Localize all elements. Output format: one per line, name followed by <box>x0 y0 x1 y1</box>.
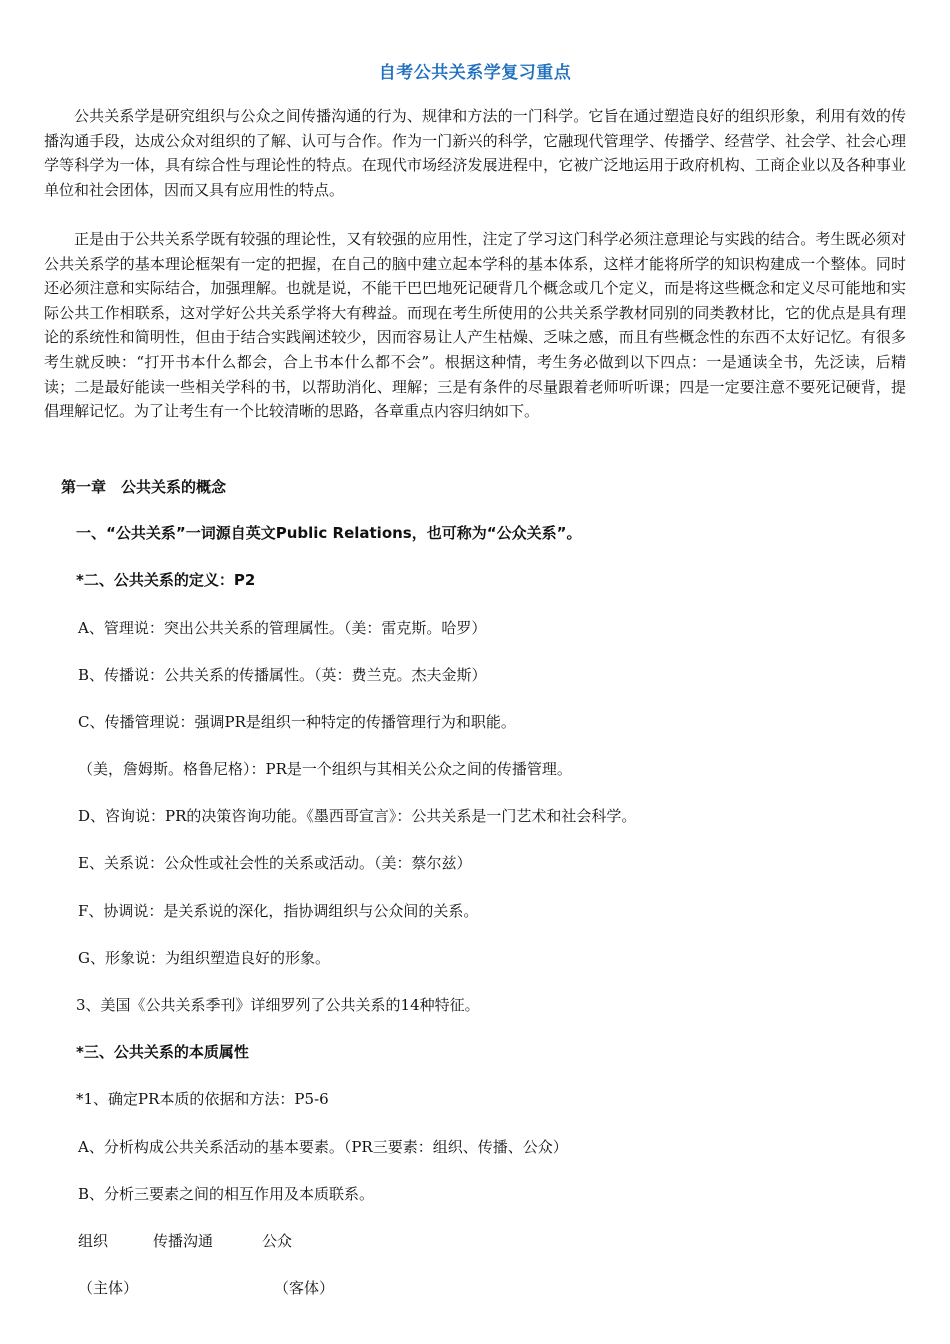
essence-method: *1、确定PR本质的依据和方法：P5-6 <box>76 1090 329 1108</box>
definition-item: （美，詹姆斯。格鲁尼格）：PR是一个组织与其相关公众之间的传播管理。 <box>78 760 572 778</box>
role-subject: （主体） <box>78 1279 139 1297</box>
section-essence: *三、公共关系的本质属性 <box>76 1043 249 1061</box>
essence-item: A、分析构成公共关系活动的基本要素。（PR三要素：组织、传播、公众） <box>78 1138 568 1156</box>
role-object: （客体） <box>274 1279 335 1297</box>
element-organization: 组织 <box>78 1232 109 1250</box>
feature-note: 3、美国《公共关系季刊》详细罗列了公共关系的14种特征。 <box>76 996 480 1014</box>
chapter-heading: 第一章 公共关系的概念 <box>61 478 227 496</box>
definition-item: F、协调说：是关系说的深化，指协调组织与公众间的关系。 <box>78 902 479 920</box>
definition-item: A、管理说：突出公共关系的管理属性。（美：雷克斯。哈罗） <box>78 619 487 637</box>
section-definition: *二、公共关系的定义：P2 <box>76 571 256 589</box>
document-title: 自考公共关系学复习重点 <box>378 63 572 83</box>
essence-item: B、分析三要素之间的相互作用及本质联系。 <box>78 1185 375 1203</box>
definition-item: G、形象说：为组织塑造良好的形象。 <box>78 949 330 967</box>
definition-item: C、传播管理说：强调PR是组织一种特定的传播管理行为和职能。 <box>78 713 516 731</box>
intro-paragraph: 公共关系学是研究组织与公众之间传播沟通的行为、规律和方法的一门科学。它旨在通过塑造良好的组织形象，利用有效的传播沟通手段，达成公众对组织的了解、认可与合作。作为一门新兴的科学，它融现代管理学、传播学、经营学、社会学、社会心理学等科学为一体，具有综合性与理论性的特点。在现代市场经济发展进程中，它被广泛地运用于政府机构、工商企业以及各种事业单位和社会团体，因而又具有应用性的特点。 <box>44 107 906 199</box>
definition-item: B、传播说：公共关系的传播属性。（英：费兰克。杰夫金斯） <box>78 666 487 684</box>
study-advice-paragraph: 正是由于公共关系学既有较强的理论性，又有较强的应用性，注定了学习这门科学必须注意理论与实践的结合。考生既必须对公共关系学的基本理论框架有一定的把握，在自己的脑中建立起本学科的基本体系，这样才能将所学的知识构建成一个整体。同时还必须注意和实际结合，加强理解。也就是说，不能干巴巴地死记硬背几个概念或几个定义，而是将这些概念和定义尽可能地和实际公共工作相联系，这对学好公共关系学将大有稗益。而现在考生所使用的公共关系学教材同别的同类教材比，它的优点是具有理论的系统性和简明性，但由于结合实践阐述较少，因而容易让人产生枯燥、乏味之感，而且有些概念性的东西不太好记忆。有很多考生就反映：“打开书本什么都会，合上书本什么都不会”。根据这种情，考生务必做到以下四点：一是通读全书，先泛读，后精读；二是最好能读一些相关学科的书，以帮助消化、理解；三是有条件的尽量跟着老师听听课；四是一定要注意不要死记硬背，提倡理解记忆。为了让考生有一个比较清晰的思路，各章重点内容归纳如下。 <box>44 230 906 421</box>
definition-item: E、关系说：公众性或社会性的关系或活动。（美：蔡尔兹） <box>78 854 472 872</box>
element-communication: 传播沟通 <box>153 1232 214 1250</box>
definition-item: D、咨询说：PR的决策咨询功能。《墨西哥宣言》：公共关系是一门艺术和社会科学。 <box>78 807 637 825</box>
section-origin: 一、“公共关系”一词源自英文Public Relations，也可称为“公众关系”。 <box>76 524 582 542</box>
element-public: 公众 <box>262 1232 293 1250</box>
